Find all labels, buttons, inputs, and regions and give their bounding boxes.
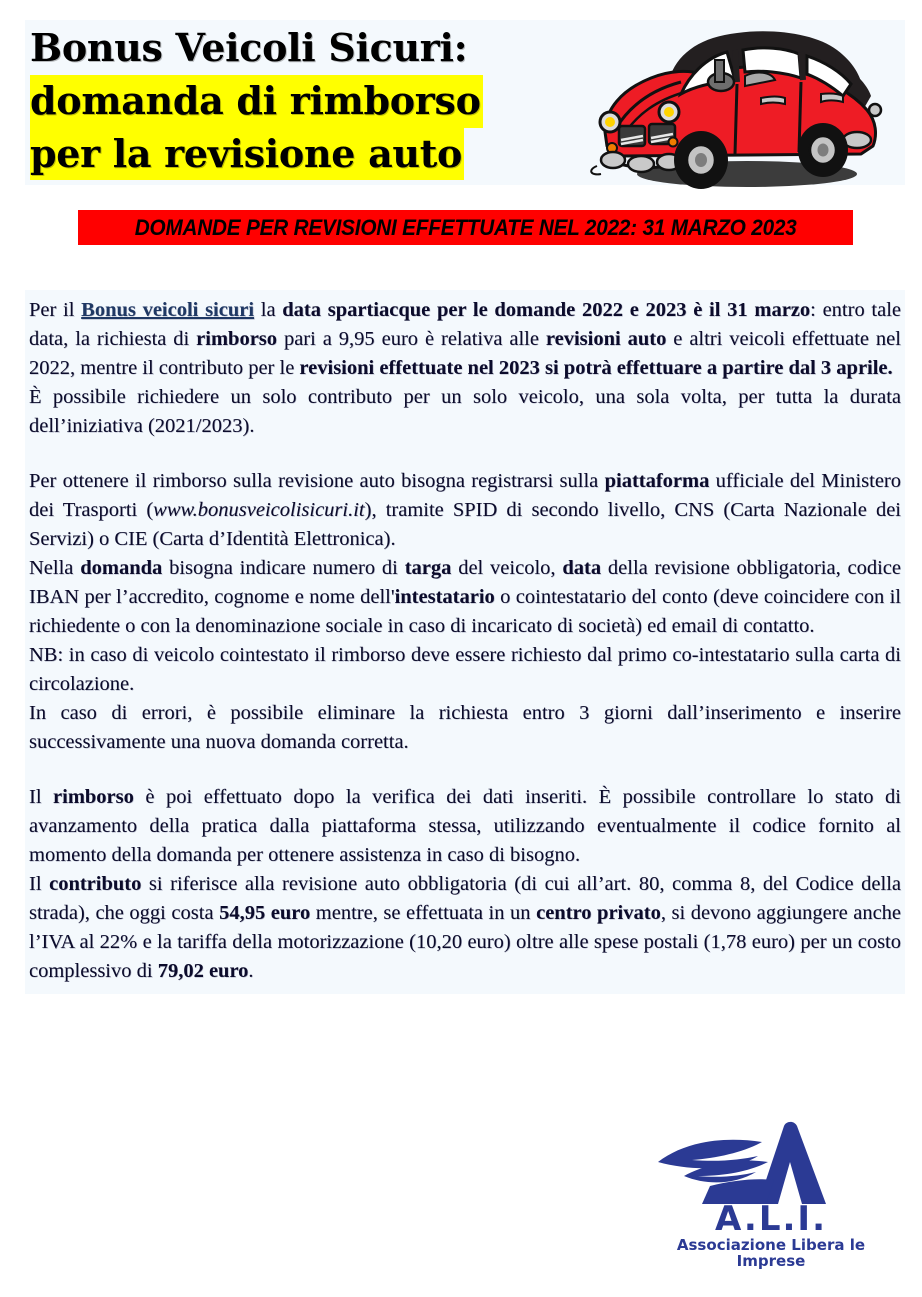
p4-text-b: bisogna indicare numero di bbox=[162, 557, 405, 579]
page-title bbox=[30, 22, 570, 180]
paragraph-1 bbox=[29, 296, 901, 383]
p1-bold-3: revisioni auto bbox=[545, 328, 667, 350]
p3-text-c: ufficiale del Ministero dei Trasporti ( bbox=[29, 470, 902, 521]
bonus-veicoli-sicuri-link[interactable]: Bonus veicoli sicuri bbox=[81, 299, 255, 321]
ali-wing-a-icon bbox=[640, 1120, 902, 1210]
p8-bold-1: contributo bbox=[49, 873, 142, 895]
p4-text-e: o cointestatario del conto (deve coincidere con il richiedente o con la denominazione sociale in caso di incaricato di società) ed email di contatto. bbox=[29, 586, 901, 637]
p1-bold-4: revisioni effettuate nel 2023 si potrà effettuare a partire dal 3 aprile. bbox=[299, 357, 893, 379]
p4-bold-1: domanda bbox=[80, 557, 163, 579]
p7-bold-1: rimborso bbox=[53, 786, 134, 808]
p4-text-a: Nella bbox=[29, 557, 81, 579]
paragraph-spacer-1 bbox=[25, 441, 905, 467]
p3-bold-1: piattaforma bbox=[604, 470, 710, 492]
paragraph-5: NB: in caso di veicolo cointestato il rimborso deve essere richiesto dal primo co-intestatario sulla carta di circolazione. bbox=[29, 644, 901, 695]
p7-text-b: è poi effettuato dopo la verifica dei dati inseriti. È possibile controllare lo stato di avanzamento della pratica dalla piattaforma stessa, utilizzando eventualmente il codice fornito al momento della domanda per ottenere assistenza in caso di bisogno. bbox=[29, 786, 901, 866]
p1-bold-1: data spartiacque per le domande 2022 e 2023 è il 31 marzo bbox=[282, 299, 811, 321]
p4-bold-3: data bbox=[562, 557, 602, 579]
article-body bbox=[25, 290, 905, 994]
p1-text-d: pari a 9,95 euro è relativa alle bbox=[277, 328, 546, 350]
deadline-banner bbox=[78, 210, 853, 245]
p8-text-e: . bbox=[248, 960, 254, 982]
p1-bold-2: rimborso bbox=[196, 328, 278, 350]
title-line-2: domanda di rimborso bbox=[30, 75, 483, 128]
p3-text-d: ), tramite SPID di secondo livello, CNS (Carta Nazionale dei Servizi) o CIE (Carta d’Identità Elettronica). bbox=[29, 499, 901, 550]
p1-text-a: Per il bbox=[29, 299, 82, 321]
title-line-1: Bonus Veicoli Sicuri: bbox=[30, 25, 468, 70]
paragraph-3 bbox=[29, 467, 901, 554]
p4-text-c: del veicolo, bbox=[451, 557, 563, 579]
p3-text-a: Per ottenere il rimborso sulla revisione auto bisogna registrarsi sulla bbox=[29, 470, 605, 492]
p8-bold-3: centro privato bbox=[536, 902, 661, 924]
paragraph-2: È possibile richiedere un solo contributo per un solo veicolo, una sola volta, per tutta la durata dell’iniziativa (2021/2023). bbox=[29, 386, 901, 437]
p8-bold-2: 54,95 euro bbox=[219, 902, 311, 924]
title-line-3: per la revisione auto bbox=[30, 128, 464, 181]
p4-bold-4: intestatario bbox=[394, 586, 495, 608]
p4-bold-2: targa bbox=[404, 557, 452, 579]
p1-text-e: e altri veicoli effettuate nel 2022, mentre il contributo per le bbox=[29, 328, 901, 379]
logo-acronym: A.L.I. bbox=[714, 1199, 827, 1239]
red-vintage-car-illustration bbox=[585, 14, 895, 199]
paragraph-6: In caso di errori, è possibile eliminare la richiesta entro 3 giorni dall’inserimento e inserire successivamente una nuova domanda corretta. bbox=[29, 702, 901, 753]
paragraph-8 bbox=[29, 870, 901, 986]
paragraph-4 bbox=[29, 554, 901, 641]
p8-text-d: , si devono aggiungere anche l’IVA al 22% e la tariffa della motorizzazione (10,20 euro) oltre alle spese postali (1,78 euro) per un costo complessivo di bbox=[29, 902, 902, 982]
p8-text-c: mentre, se effettuata in un bbox=[310, 902, 537, 924]
p8-bold-4: 79,02 euro bbox=[157, 960, 249, 982]
bonusveicolisicuri-url: www.bonusveicolisicuri.it bbox=[153, 499, 365, 521]
deadline-banner-text: DOMANDE PER REVISIONI EFFETTUATE NEL 2022: 31 MARZO 2023 bbox=[134, 214, 797, 240]
logo-tagline: Associazione Libera le Imprese bbox=[676, 1236, 866, 1270]
ali-logo bbox=[640, 1120, 902, 1270]
p4-text-d: della revisione obbligatoria, codice IBAN per l’accredito, cognome e nome dell' bbox=[29, 557, 901, 608]
p1-text-c: : entro tale data, la richiesta di bbox=[29, 299, 901, 350]
paragraph-7 bbox=[29, 783, 901, 870]
paragraph-spacer-2 bbox=[25, 757, 905, 783]
p8-text-a: Il bbox=[29, 873, 50, 895]
p1-text-b: la bbox=[254, 299, 283, 321]
p7-text-a: Il bbox=[29, 786, 54, 808]
p8-text-b: si riferisce alla revisione auto obbligatoria (di cui all’art. 80, comma 8, del Codice della strada), che oggi costa bbox=[29, 873, 901, 924]
